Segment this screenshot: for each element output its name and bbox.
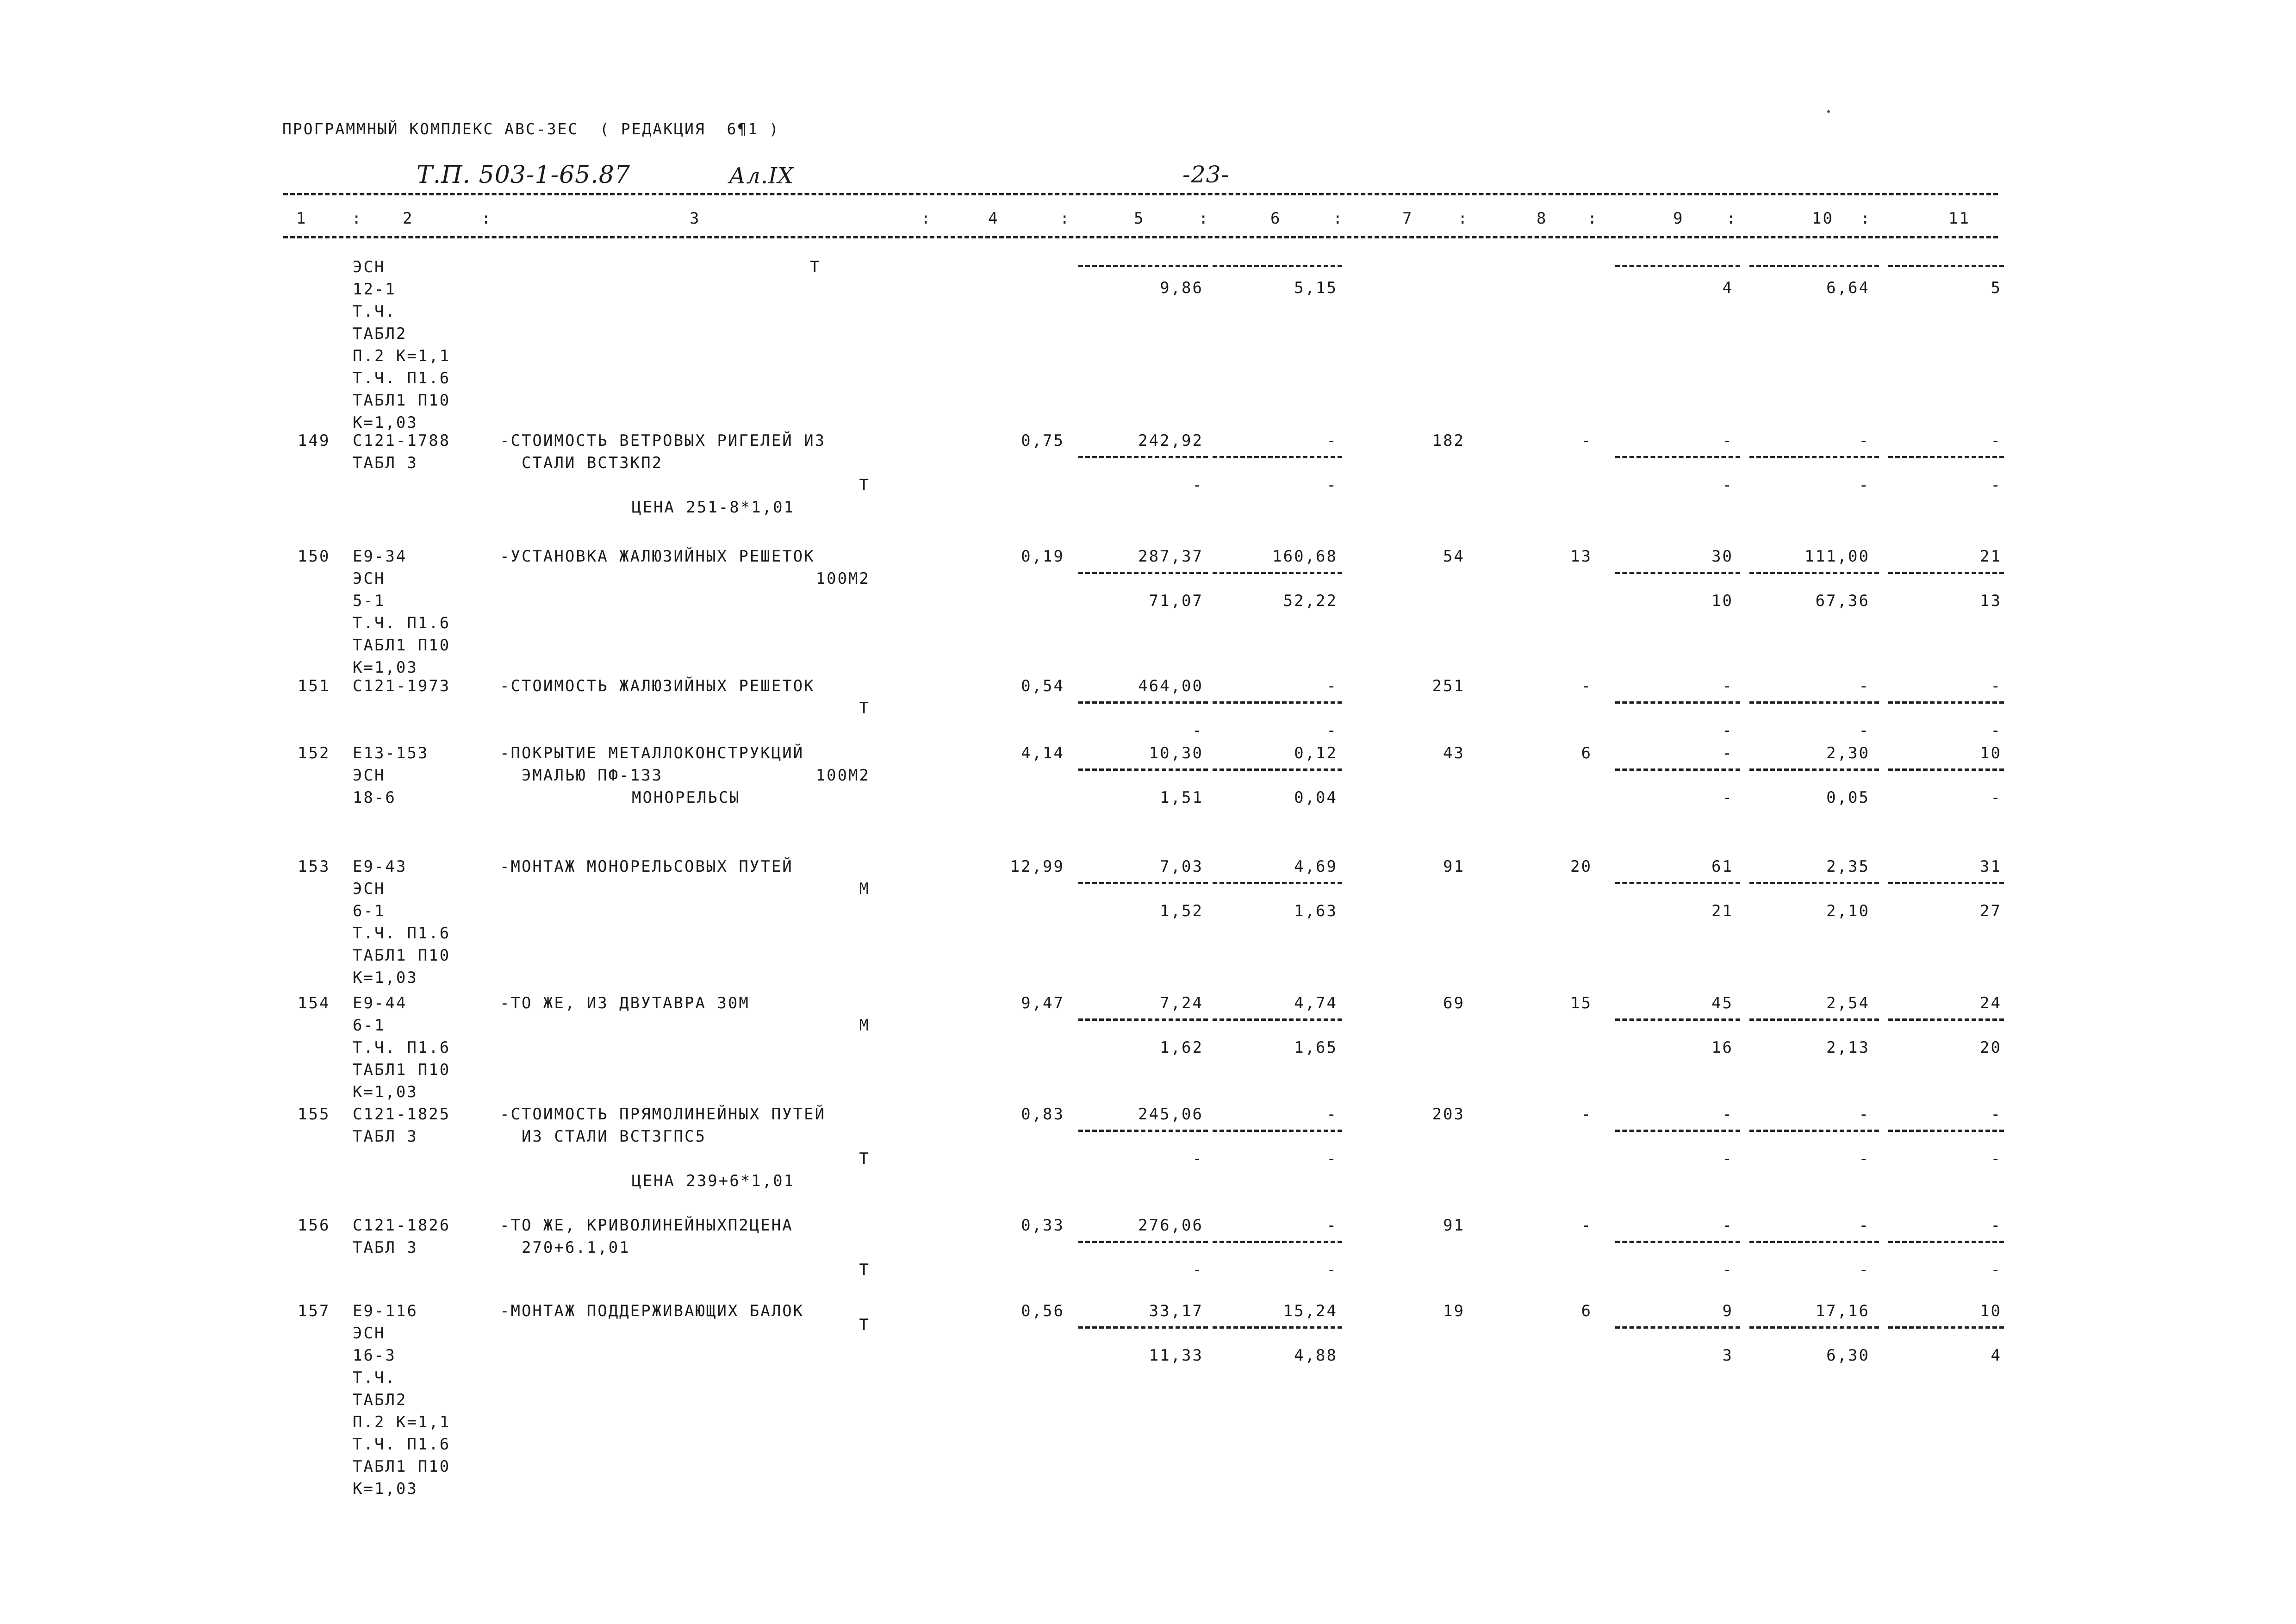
cell-c10: 6,64	[1826, 279, 1870, 297]
column-header-9: 9	[1673, 209, 1684, 228]
code-line: ТАБЛ2	[353, 1391, 407, 1409]
code-line: С121-1825	[353, 1105, 451, 1124]
code-line: Т.Ч.	[353, 302, 396, 321]
cell-c11: 21	[1980, 547, 2002, 566]
cell-c4: 0,83	[1021, 1105, 1064, 1124]
split-rule	[1749, 1241, 1879, 1243]
split-rule	[1888, 1018, 2004, 1021]
unit-label: Т	[810, 258, 821, 276]
program-line: ПРОГРАММНЫЙ КОМПЛЕКС АВС-ЗЕС ( РЕДАКЦИЯ 6¶1 )	[282, 120, 780, 138]
split-rule	[1078, 1326, 1208, 1329]
code-line: ЭСН	[353, 766, 386, 785]
code-line: С121-1788	[353, 431, 451, 450]
code-line: П.2 К=1,1	[353, 1413, 451, 1431]
cell-c11: -	[1991, 431, 2002, 450]
split-rule	[1078, 1241, 1208, 1243]
cell-c5-lower: 1,51	[1160, 788, 1203, 807]
unit-label: Т	[859, 1316, 870, 1334]
row-number: 154	[298, 994, 330, 1012]
unit-label: Т	[859, 1261, 870, 1279]
split-rule	[1213, 1241, 1342, 1243]
cell-c5: 242,92	[1138, 431, 1203, 450]
split-rule	[1213, 768, 1342, 771]
column-separator: :	[1726, 209, 1737, 228]
cell-c7: 251	[1432, 677, 1465, 695]
code-line: ТАБЛ2	[353, 325, 407, 343]
cell-c6: 15,24	[1283, 1302, 1338, 1320]
column-separator: :	[1587, 209, 1599, 228]
cell-c9: 9	[1722, 1302, 1733, 1320]
cell-c7: 19	[1443, 1302, 1465, 1320]
code-line: ЭСН	[353, 880, 386, 898]
cell-c11: 24	[1980, 994, 2002, 1012]
split-rule	[1888, 882, 2004, 884]
cell-c6: 5,15	[1294, 279, 1338, 297]
description-line: 270+6.1,01	[500, 1238, 630, 1257]
split-rule	[1078, 701, 1208, 704]
cell-c10-lower: -	[1859, 721, 1870, 740]
column-header-4: 4	[988, 209, 999, 228]
cell-c9-lower: 3	[1722, 1346, 1733, 1365]
column-separator: :	[352, 209, 363, 228]
split-rule	[1888, 265, 2004, 267]
description-line: -МОНТАЖ МОНОРЕЛЬСОВЫХ ПУТЕЙ	[500, 857, 793, 876]
split-rule	[1213, 456, 1342, 458]
cell-c5: 7,03	[1160, 857, 1203, 876]
split-rule	[1749, 701, 1879, 704]
code-line: 18-6	[353, 788, 396, 807]
cell-c5-lower: -	[1192, 721, 1203, 740]
cell-c7: 69	[1443, 994, 1465, 1012]
code-line: ТАБЛ1 П10	[353, 1457, 451, 1476]
cell-c10: 111,00	[1804, 547, 1870, 566]
code-line: С121-1826	[353, 1216, 451, 1235]
cell-c4: 0,75	[1021, 431, 1064, 450]
unit-label: Т	[859, 1149, 870, 1168]
cell-c11: 31	[1980, 857, 2002, 876]
description-line: ЭМАЛЬЮ ПФ-133	[500, 766, 663, 785]
code-line: П.2 К=1,1	[353, 347, 451, 365]
cell-c10: 17,16	[1815, 1302, 1870, 1320]
split-rule	[1615, 265, 1740, 267]
cell-c6-lower: -	[1326, 1261, 1338, 1279]
code-line: 12-1	[353, 280, 396, 299]
row-number: 157	[298, 1302, 330, 1320]
split-rule	[1078, 1018, 1208, 1021]
cell-c10: -	[1859, 677, 1870, 695]
column-separator: :	[481, 209, 492, 228]
cell-c8: -	[1581, 431, 1592, 450]
cell-c6-lower: -	[1326, 721, 1338, 740]
cell-c11: -	[1991, 677, 2002, 695]
unit-label: 100М2	[815, 766, 870, 785]
cell-c11: 10	[1980, 1302, 2002, 1320]
split-rule	[1749, 1130, 1879, 1132]
row-number: 150	[298, 547, 330, 566]
code-line: К=1,03	[353, 413, 418, 432]
cell-c10-lower: 6,30	[1826, 1346, 1870, 1365]
split-rule	[1078, 265, 1208, 267]
cell-c8: 6	[1581, 744, 1592, 762]
code-line: 16-3	[353, 1346, 396, 1365]
description-line: СТАЛИ ВСТЗКП2	[500, 454, 663, 472]
speck	[1827, 110, 1830, 113]
cell-c9: -	[1722, 431, 1733, 450]
split-rule	[1213, 1130, 1342, 1132]
cell-c6: 160,68	[1272, 547, 1338, 566]
cell-c8: 15	[1570, 994, 1592, 1012]
album-label: Ал.IX	[729, 163, 794, 189]
code-line: Т.Ч. П1.6	[353, 1038, 451, 1057]
split-rule	[1749, 768, 1879, 771]
split-rule	[1078, 456, 1208, 458]
cell-c4: 4,14	[1021, 744, 1064, 762]
row-number: 151	[298, 677, 330, 695]
code-line: Е13-153	[353, 744, 429, 762]
code-line: Т.Ч.	[353, 1368, 396, 1387]
cell-c5: 287,37	[1138, 547, 1203, 566]
cell-c4: 12,99	[1010, 857, 1064, 876]
column-header-8: 8	[1537, 209, 1548, 228]
split-rule	[1078, 882, 1208, 884]
split-rule	[1749, 1018, 1879, 1021]
cell-c10-lower: -	[1859, 476, 1870, 494]
cell-c9-lower: -	[1722, 788, 1733, 807]
description-line: -ПОКРЫТИЕ МЕТАЛЛОКОНСТРУКЦИЙ	[500, 744, 804, 762]
code-line: Е9-44	[353, 994, 407, 1012]
cell-c9: -	[1722, 677, 1733, 695]
cell-c11-lower: 27	[1980, 902, 2002, 920]
cell-c9: -	[1722, 1216, 1733, 1235]
row-number: 155	[298, 1105, 330, 1124]
cell-c8: -	[1581, 677, 1592, 695]
code-line: Т.Ч. П1.6	[353, 924, 451, 943]
split-rule	[1615, 701, 1740, 704]
cell-c9-lower: 21	[1711, 902, 1733, 920]
cell-c6: 4,69	[1294, 857, 1338, 876]
cell-c6-lower: -	[1326, 476, 1338, 494]
column-header-10: 10	[1812, 209, 1834, 228]
cell-c8: 6	[1581, 1302, 1592, 1320]
cell-c6: 4,74	[1294, 994, 1338, 1012]
code-line: ТАБЛ1 П10	[353, 1061, 451, 1079]
unit-label: М	[859, 1016, 870, 1035]
code-line: Е9-116	[353, 1302, 418, 1320]
row-number: 149	[298, 431, 330, 450]
cell-c9-lower: -	[1722, 476, 1733, 494]
cell-c5-lower: 11,33	[1149, 1346, 1203, 1365]
cell-c6-lower: 52,22	[1283, 592, 1338, 610]
column-separator: :	[1458, 209, 1469, 228]
unit-label: 100М2	[815, 569, 870, 588]
code-line: Е9-43	[353, 857, 407, 876]
code-line: К=1,03	[353, 968, 418, 987]
cell-c11-lower: 13	[1980, 592, 2002, 610]
cell-c6: 0,12	[1294, 744, 1338, 762]
cell-c6-lower: 4,88	[1294, 1346, 1338, 1365]
split-rule	[1615, 572, 1740, 574]
split-rule	[1213, 265, 1342, 267]
description-line: -СТОИМОСТЬ ЖАЛЮЗИЙНЫХ РЕШЕТОК	[500, 677, 815, 695]
cell-c6-lower: -	[1326, 1149, 1338, 1168]
code-line: ЭСН	[353, 569, 386, 588]
price-note: ЦЕНА 251-8*1,01	[632, 498, 795, 517]
code-line: 6-1	[353, 1016, 386, 1035]
cell-c11: 10	[1980, 744, 2002, 762]
column-header-1: 1	[296, 209, 307, 228]
cell-c8: 20	[1570, 857, 1592, 876]
split-rule	[1888, 572, 2004, 574]
cell-c6-lower: 0,04	[1294, 788, 1338, 807]
cell-c5: 464,00	[1138, 677, 1203, 695]
cell-c7: 91	[1443, 1216, 1465, 1235]
price-note: МОНОРЕЛЬСЫ	[632, 788, 740, 807]
split-rule	[1615, 882, 1740, 884]
split-rule	[1615, 1130, 1740, 1132]
code-line: Е9-34	[353, 547, 407, 566]
description-line: -СТОИМОСТЬ ВЕТРОВЫХ РИГЕЛЕЙ ИЗ	[500, 431, 826, 450]
code-line: ЭСН	[353, 1324, 386, 1343]
cell-c10: 2,54	[1826, 994, 1870, 1012]
split-rule	[1615, 1018, 1740, 1021]
cell-c8: -	[1581, 1216, 1592, 1235]
cell-c11-lower: -	[1991, 1149, 2002, 1168]
split-rule	[1213, 882, 1342, 884]
cell-c11-lower: 4	[1991, 1346, 2002, 1365]
cell-c7: 54	[1443, 547, 1465, 566]
split-rule	[1888, 1241, 2004, 1243]
cell-c4: 0,56	[1021, 1302, 1064, 1320]
code-line: ТАБЛ 3	[353, 1238, 418, 1257]
cell-c6: -	[1326, 1105, 1338, 1124]
code-line: Т.Ч. П1.6	[353, 614, 451, 632]
cell-c10-lower: 2,10	[1826, 902, 1870, 920]
code-line: ТАБЛ1 П10	[353, 946, 451, 965]
cell-c5: 9,86	[1160, 279, 1203, 297]
column-separator: :	[1860, 209, 1872, 228]
column-header-2: 2	[403, 209, 414, 228]
unit-label: Т	[859, 476, 870, 494]
cell-c10-lower: -	[1859, 1261, 1870, 1279]
split-rule	[1888, 1130, 2004, 1132]
cell-c10-lower: -	[1859, 1149, 1870, 1168]
code-line: ТАБЛ 3	[353, 454, 418, 472]
cell-c10-lower: 2,13	[1826, 1038, 1870, 1057]
split-rule	[1888, 456, 2004, 458]
code-line: ЭСН	[353, 258, 386, 276]
row-number: 152	[298, 744, 330, 762]
cell-c9-lower: -	[1722, 721, 1733, 740]
cell-c6-lower: 1,65	[1294, 1038, 1338, 1057]
code-line: К=1,03	[353, 1083, 418, 1101]
split-rule	[1749, 1326, 1879, 1329]
cell-c11-lower: -	[1991, 788, 2002, 807]
code-line: С121-1973	[353, 677, 451, 695]
cell-c9: -	[1722, 744, 1733, 762]
cell-c8: 13	[1570, 547, 1592, 566]
split-rule	[1615, 456, 1740, 458]
cell-c11: 5	[1991, 279, 2002, 297]
cell-c5: 33,17	[1149, 1302, 1203, 1320]
code-line: ТАБЛ1 П10	[353, 636, 451, 655]
cell-c10: 2,35	[1826, 857, 1870, 876]
cell-c11-lower: 20	[1980, 1038, 2002, 1057]
column-header-11: 11	[1948, 209, 1970, 228]
cell-c9: 61	[1711, 857, 1733, 876]
cell-c11: -	[1991, 1216, 2002, 1235]
split-rule	[1213, 572, 1342, 574]
cell-c5: 245,06	[1138, 1105, 1203, 1124]
cell-c4: 9,47	[1021, 994, 1064, 1012]
cell-c8: -	[1581, 1105, 1592, 1124]
cell-c4: 0,19	[1021, 547, 1064, 566]
column-separator: :	[1333, 209, 1344, 228]
cell-c10: -	[1859, 431, 1870, 450]
split-rule	[1749, 882, 1879, 884]
split-rule	[1078, 572, 1208, 574]
column-header-5: 5	[1134, 209, 1145, 228]
cell-c7: 91	[1443, 857, 1465, 876]
description-line: -ТО ЖЕ, ИЗ ДВУТАВРА 30М	[500, 994, 750, 1012]
cell-c7: 182	[1432, 431, 1465, 450]
cell-c5: 10,30	[1149, 744, 1203, 762]
cell-c10: -	[1859, 1105, 1870, 1124]
column-separator: :	[921, 209, 932, 228]
description-line: -ТО ЖЕ, КРИВОЛИНЕЙНЫХП2ЦЕНА	[500, 1216, 793, 1235]
price-note: ЦЕНА 239+6*1,01	[632, 1172, 795, 1190]
code-line: Т.Ч. П1.6	[353, 1435, 451, 1454]
row-number: 156	[298, 1216, 330, 1235]
cell-c6: -	[1326, 1216, 1338, 1235]
doc-code: Т.П. 503-1-65.87	[417, 161, 630, 189]
cell-c7: 43	[1443, 744, 1465, 762]
cell-c11-lower: -	[1991, 721, 2002, 740]
split-rule	[1078, 1130, 1208, 1132]
cell-c6: -	[1326, 431, 1338, 450]
split-rule	[1615, 1241, 1740, 1243]
cell-c5-lower: 71,07	[1149, 592, 1203, 610]
cell-c9-lower: 10	[1711, 592, 1733, 610]
split-rule	[1213, 1326, 1342, 1329]
column-header-3: 3	[690, 209, 701, 228]
header-rule-bottom	[283, 236, 1998, 238]
split-rule	[1615, 768, 1740, 771]
cell-c4: 0,33	[1021, 1216, 1064, 1235]
code-line: ТАБЛ1 П10	[353, 391, 451, 410]
cell-c10-lower: 67,36	[1815, 592, 1870, 610]
description-line: -УСТАНОВКА ЖАЛЮЗИЙНЫХ РЕШЕТОК	[500, 547, 815, 566]
cell-c9-lower: -	[1722, 1149, 1733, 1168]
cell-c9: -	[1722, 1105, 1733, 1124]
cell-c11: -	[1991, 1105, 2002, 1124]
code-line: К=1,03	[353, 658, 418, 677]
split-rule	[1888, 768, 2004, 771]
cell-c10-lower: 0,05	[1826, 788, 1870, 807]
split-rule	[1213, 701, 1342, 704]
cell-c6-lower: 1,63	[1294, 902, 1338, 920]
cell-c5: 7,24	[1160, 994, 1203, 1012]
cell-c4: 0,54	[1021, 677, 1064, 695]
code-line: 6-1	[353, 902, 386, 920]
cell-c9: 45	[1711, 994, 1733, 1012]
row-number: 153	[298, 857, 330, 876]
description-line: ИЗ СТАЛИ ВСТЗГПС5	[500, 1127, 706, 1146]
cell-c11-lower: -	[1991, 1261, 2002, 1279]
cell-c9-lower: 16	[1711, 1038, 1733, 1057]
column-header-6: 6	[1270, 209, 1282, 228]
header-rule-top	[283, 193, 1998, 195]
split-rule	[1749, 265, 1879, 267]
cell-c6: -	[1326, 677, 1338, 695]
unit-label: Т	[859, 699, 870, 718]
description-line: -МОНТАЖ ПОДДЕРЖИВАЮЩИХ БАЛОК	[500, 1302, 804, 1320]
cell-c10: -	[1859, 1216, 1870, 1235]
split-rule	[1213, 1018, 1342, 1021]
split-rule	[1888, 1326, 2004, 1329]
column-header-7: 7	[1402, 209, 1413, 228]
cell-c9-lower: -	[1722, 1261, 1733, 1279]
cell-c5-lower: -	[1192, 476, 1203, 494]
cell-c5-lower: 1,52	[1160, 902, 1203, 920]
column-separator: :	[1199, 209, 1210, 228]
cell-c5-lower: -	[1192, 1149, 1203, 1168]
code-line: 5-1	[353, 592, 386, 610]
cell-c11-lower: -	[1991, 476, 2002, 494]
code-line: К=1,03	[353, 1480, 418, 1498]
cell-c7: 203	[1432, 1105, 1465, 1124]
split-rule	[1749, 572, 1879, 574]
cell-c9: 4	[1722, 279, 1733, 297]
description-line: -СТОИМОСТЬ ПРЯМОЛИНЕЙНЫХ ПУТЕЙ	[500, 1105, 826, 1124]
code-line: ТАБЛ 3	[353, 1127, 418, 1146]
split-rule	[1749, 456, 1879, 458]
cell-c10: 2,30	[1826, 744, 1870, 762]
split-rule	[1615, 1326, 1740, 1329]
split-rule	[1078, 768, 1208, 771]
cell-c9: 30	[1711, 547, 1733, 566]
cell-c5: 276,06	[1138, 1216, 1203, 1235]
code-line: Т.Ч. П1.6	[353, 369, 451, 387]
page-number: -23-	[1182, 161, 1230, 188]
unit-label: М	[859, 880, 870, 898]
cell-c5-lower: -	[1192, 1261, 1203, 1279]
split-rule	[1888, 701, 2004, 704]
cell-c5-lower: 1,62	[1160, 1038, 1203, 1057]
column-separator: :	[1060, 209, 1071, 228]
